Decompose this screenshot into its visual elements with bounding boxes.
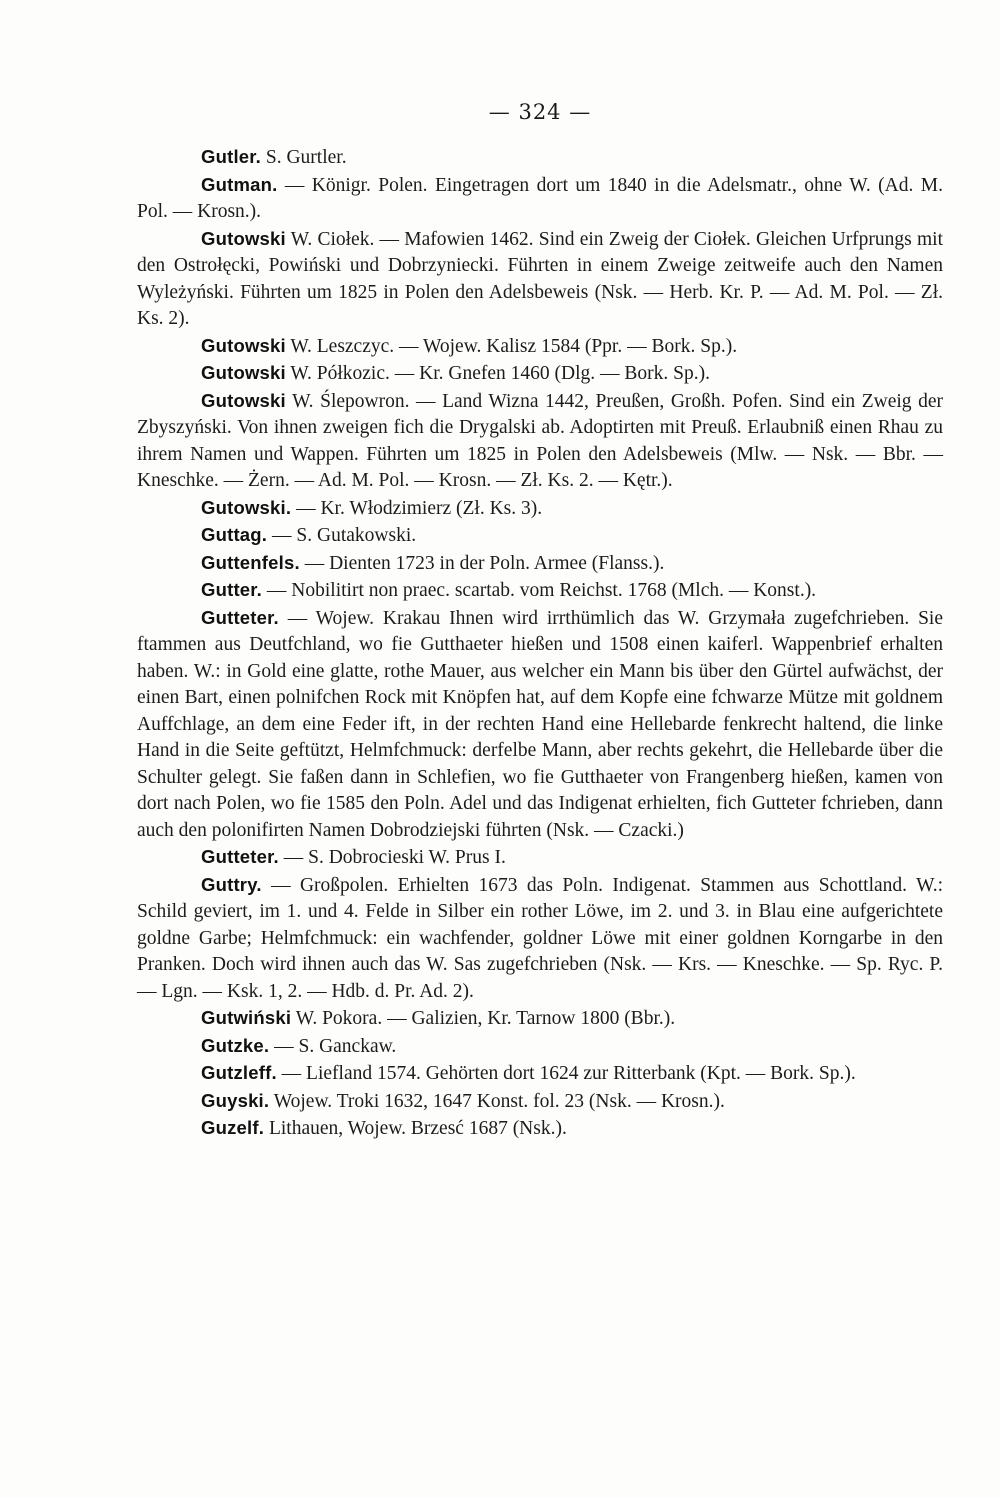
entry-text: — S. Gutakowski. bbox=[267, 525, 417, 546]
entry-headword: Gutowski. bbox=[201, 496, 292, 518]
entry bbox=[137, 605, 943, 845]
entry bbox=[137, 872, 943, 1006]
entry-text: — S. Ganckaw. bbox=[269, 1035, 397, 1057]
entry bbox=[137, 522, 943, 550]
entry bbox=[137, 844, 943, 872]
entry-headword: Gutowski bbox=[201, 334, 286, 356]
entry-text: S. Gurtler. bbox=[261, 147, 347, 168]
entry bbox=[137, 1033, 943, 1061]
entry-headword: Gutzke. bbox=[201, 1034, 270, 1056]
entry-text: — Liefland 1574. Gehörten dort 1624 zur Ritterbank (Kpt. — Bork. Sp.). bbox=[276, 1063, 856, 1084]
entry bbox=[137, 144, 943, 172]
entry-text: — Wojew. Krakau Ihnen wird irrthümlich das W. Grzymała zugefchrieben. Sie ftammen aus Deutfchland, wo fie Gutthaeter hießen und 1508 einen kaiferl. Wappenbrief erhalten haben. W.: in Gold eine glatte, rothe Mauer, aus welcher ein Mann bis über den Gürtel aufwächst, der einen Bart, einen polnifchen Rock mit Knöpfen hat, auf dem Kopfe eine fchwarze Mütze mit goldnem Auffchlage, an dem eine Feder ift, in der rechten Hand eine Hellebarde fenkrecht haltend, die linke Hand in die Seite geftützt, Helmfchmuck: derfelbe Mann, aber rechts gekehrt, die Hellebarde über die Schulter gelegt. Sie faßen dann in Schlefien, wo fie Gutthaeter von Frangenberg hießen, kamen von dort nach Polen, wo fie 1585 den Poln. Adel und das Indigenat erhielten, fich Gutteter fchrieben, dann auch den polonifirten Namen Dobrodziejski führten (Nsk. — Czacki.) bbox=[137, 607, 943, 841]
entry bbox=[137, 333, 943, 361]
entry bbox=[137, 226, 943, 333]
entry bbox=[137, 1005, 943, 1033]
entry-headword: Gutwiński bbox=[201, 1007, 292, 1028]
entry-text: — Kr. Włodzimierz (Zł. Ks. 3). bbox=[291, 497, 543, 519]
entry-text: Wojew. Troki 1632, 1647 Konst. fol. 23 (Nsk. — Krosn.). bbox=[269, 1090, 725, 1112]
entry bbox=[137, 172, 943, 226]
entry-text: W. Ślepowron. — Land Wizna 1442, Preußen, Großh. Pofen. Sind ein Zweig der Zbyszyński. Von ihnen zweigen fich die Drygalski ab. Adoptirten mit Preuß. Erlaubniß einen Rhau zu ihrem Namen und Wappen. Führten um 1825 in Polen den Adelsbeweis (Mlw. — Nsk. — Bbr. — Kneschke. — Żern. — Ad. M. Pol. — Krosn. — Zł. Ks. 2. — Kętr.). bbox=[137, 390, 943, 491]
entry-headword: Gutteter. bbox=[201, 846, 279, 867]
entry-headword: Gutowski bbox=[201, 362, 286, 383]
entry-headword: Guttry. bbox=[201, 873, 262, 895]
entry-headword: Gutter. bbox=[201, 579, 263, 600]
entry-headword: Gutteter. bbox=[201, 606, 279, 628]
page-number: — 324 — bbox=[488, 100, 592, 124]
entry-headword: Gutler. bbox=[201, 146, 261, 167]
entry-text: — Dienten 1723 in der Poln. Armee (Flanss.). bbox=[299, 552, 665, 574]
entry-headword: Guttenfels. bbox=[201, 551, 300, 573]
entry-text: W. Ciołek. — Mafowien 1462. Sind ein Zweig der Ciołek. Gleichen Urfprungs mit den Ostrołęcki, Powiński und Dobrzyniecki. Führten in einem Zweige zeitweife auch den Namen Wyleżyński. Führten um 1825 in Polen den Adelsbeweis (Nsk. — Herb. Kr. P. — Ad. M. Pol. — Zł. Ks. 2). bbox=[137, 228, 943, 329]
entry bbox=[137, 360, 943, 388]
entry-headword: Guttag. bbox=[201, 524, 268, 545]
entry-text: W. Leszczyc. — Wojew. Kalisz 1584 (Ppr. — Bork. Sp.). bbox=[285, 335, 738, 357]
entry-text: — Nobilitirt non praec. scartab. vom Reichst. 1768 (Mlch. — Konst.). bbox=[262, 580, 817, 601]
entry-headword: Guzelf. bbox=[201, 1117, 265, 1138]
entry bbox=[137, 1115, 943, 1143]
entry bbox=[137, 388, 943, 495]
entry bbox=[137, 577, 943, 605]
entry-list bbox=[137, 144, 943, 1143]
entry-text: Lithauen, Wojew. Brzesć 1687 (Nsk.). bbox=[264, 1118, 567, 1139]
entry-headword: Gutowski bbox=[201, 227, 286, 249]
entry bbox=[137, 1088, 943, 1116]
entry-headword: Gutowski bbox=[201, 389, 286, 411]
entry-headword: Gutman. bbox=[201, 173, 278, 195]
entry-text: — S. Dobrocieski W. Prus I. bbox=[278, 847, 506, 868]
entry bbox=[137, 1060, 943, 1088]
entry-headword: Gutzleff. bbox=[201, 1062, 277, 1083]
entry-text: W. Półkozic. — Kr. Gnefen 1460 (Dlg. — Bork. Sp.). bbox=[285, 363, 710, 384]
entry bbox=[137, 495, 943, 523]
entry bbox=[137, 550, 943, 578]
entry-headword: Guyski. bbox=[201, 1089, 270, 1111]
entry-text: W. Pokora. — Galizien, Kr. Tarnow 1800 (Bbr.). bbox=[291, 1008, 676, 1029]
entry-text: — Großpolen. Erhielten 1673 das Poln. Indigenat. Stammen aus Schottland. W.: Schild geviert, im 1. und 4. Felde in Silber ein rother Löwe, im 2. und 3. in Blau eine aufgerichtete goldne Garbe; Helmfchmuck: ein wachfender, goldner Löwe mit einer goldnen Korngarbe in den Pranken. Doch wird ihnen auch das W. Sas zugefchrieben (Nsk. — Krs. — Kneschke. — Sp. Ryc. P. — Lgn. — Ksk. 1, 2. — Hdb. d. Pr. Ad. 2). bbox=[137, 874, 943, 1002]
entry-text: — Königr. Polen. Eingetragen dort um 1840 in die Adelsmatr., ohne W. (Ad. M. Pol. — Krosn.). bbox=[137, 174, 943, 222]
